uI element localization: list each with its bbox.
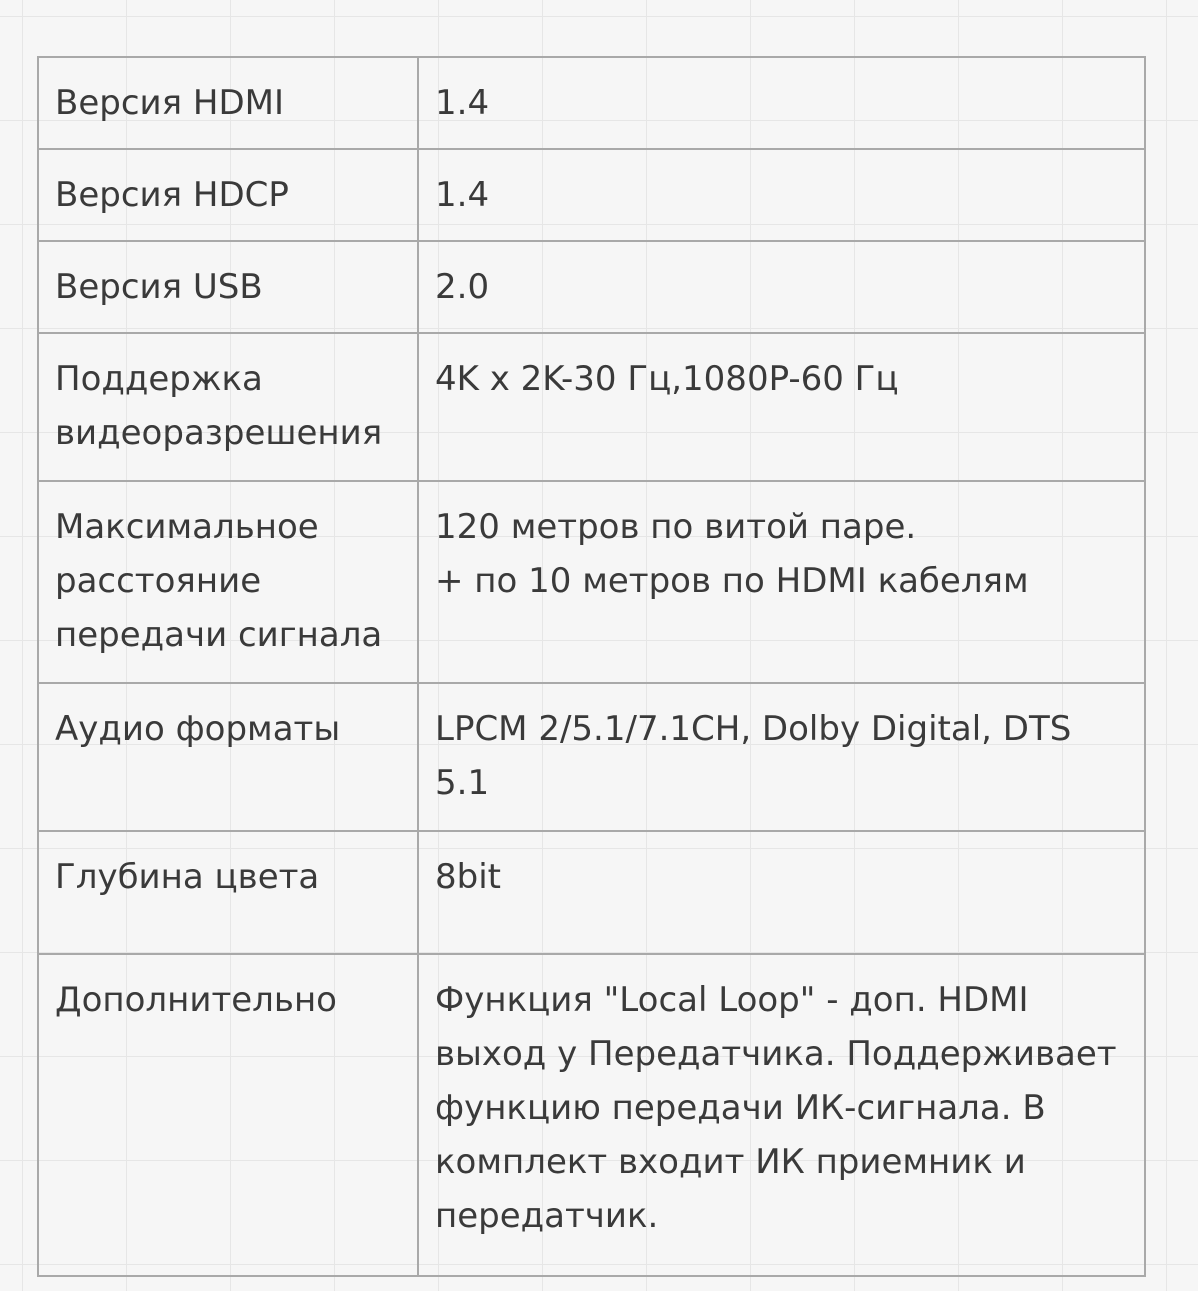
- spec-value-text: LPCM 2/5.1/7.1CH, Dolby Digital, DTS 5.1: [435, 709, 1072, 803]
- spec-value-text: 4K x 2K-30 Гц,1080P-60 Гц: [435, 359, 899, 399]
- spec-label: [38, 831, 418, 954]
- spec-value-text: 120 метров по витой паре. + по 10 метров по HDMI кабелям: [435, 507, 1029, 601]
- table-row: [38, 241, 1145, 333]
- spec-label-text: Версия USB: [55, 267, 263, 307]
- spec-label-text: Дополнительно: [55, 980, 337, 1020]
- spec-label-text: Максимальное расстояние передачи сигнала: [55, 507, 383, 655]
- table-row: [38, 831, 1145, 954]
- spec-value-text: 1.4: [435, 175, 490, 215]
- spec-label: [38, 57, 418, 149]
- spec-value-text: 8bit: [435, 857, 501, 897]
- spec-value: [418, 954, 1145, 1276]
- spec-table: [37, 56, 1146, 1277]
- spec-value: [418, 333, 1145, 481]
- spec-value: [418, 831, 1145, 954]
- spec-label: [38, 954, 418, 1276]
- spec-value-text: 1.4: [435, 83, 490, 123]
- spec-label: [38, 481, 418, 683]
- spec-value: [418, 481, 1145, 683]
- spec-label: [38, 333, 418, 481]
- table-row: [38, 481, 1145, 683]
- table-row: [38, 683, 1145, 831]
- spec-label-text: Аудио форматы: [55, 709, 341, 749]
- spec-value-text: 2.0: [435, 267, 490, 307]
- spec-label: [38, 241, 418, 333]
- table-row: [38, 954, 1145, 1276]
- spec-label-text: Версия HDCP: [55, 175, 289, 215]
- spec-value: [418, 57, 1145, 149]
- spec-value-text: Функция "Local Loop" - доп. HDMI выход у Передатчика. Поддерживает функцию передачи ИК-сигнала. В комплект входит ИК приемник и передатчик.: [435, 980, 1117, 1236]
- table-row: [38, 57, 1145, 149]
- spec-value: [418, 683, 1145, 831]
- table-row: [38, 333, 1145, 481]
- spec-label: [38, 683, 418, 831]
- spec-label-text: Глубина цвета: [55, 857, 320, 897]
- spec-label-text: Поддержка видеоразрешения: [55, 359, 383, 453]
- spec-label-text: Версия HDMI: [55, 83, 284, 123]
- spec-label: [38, 149, 418, 241]
- spec-value: [418, 241, 1145, 333]
- spec-value: [418, 149, 1145, 241]
- table-row: [38, 149, 1145, 241]
